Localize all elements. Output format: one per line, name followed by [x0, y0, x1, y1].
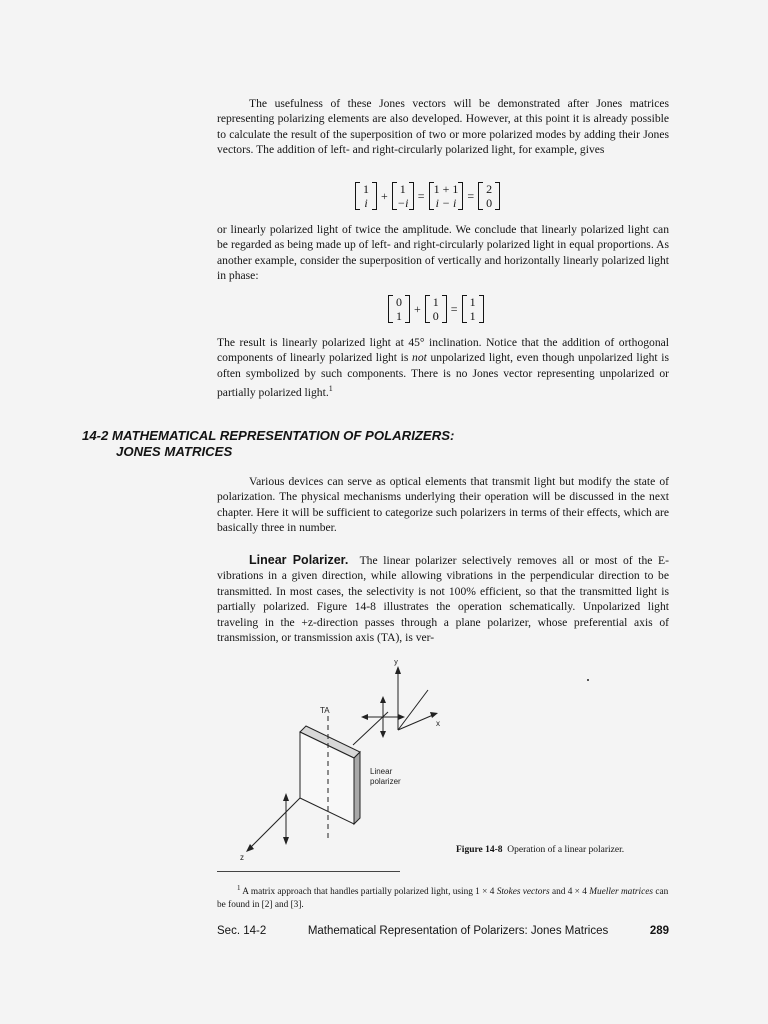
polarizer-label-line-2: polarizer — [370, 777, 401, 786]
matrix-sum — [429, 182, 464, 210]
equation-linear-sum — [388, 295, 484, 323]
arrowhead — [380, 731, 386, 738]
y-axis-arrowhead — [395, 666, 401, 674]
text-run: can be found in [2] and [3]. — [217, 887, 669, 911]
paragraph-linear-polarizer — [217, 553, 669, 645]
section-heading-line-1: 14-2 MATHEMATICAL REPRESENTATION OF POLARIZERS: — [82, 428, 455, 443]
matrix-entry: 0 — [396, 295, 402, 309]
paragraph-result-45-degrees — [217, 335, 669, 400]
matrix-vertical — [388, 295, 410, 323]
footnote — [217, 882, 669, 912]
section-heading-line-2: JONES MATRICES — [116, 444, 233, 459]
matrix-entry: −i — [397, 196, 409, 210]
equals-sign: = — [450, 301, 458, 316]
matrix-entry: 1 — [469, 295, 476, 309]
matrix-entry: 0 — [486, 196, 493, 210]
plus-sign: + — [381, 188, 388, 203]
x-axis-label: x — [436, 719, 440, 728]
ta-label: TA — [320, 706, 330, 715]
caption-number: Figure 14-8 — [456, 845, 503, 855]
emphasis-text: Stokes vectors — [496, 887, 550, 898]
matrix-entry: 0 — [432, 309, 439, 323]
footnote-marker: 1 — [328, 384, 333, 394]
matrix-entry: 1 + 1 — [433, 182, 459, 196]
figure-caption — [456, 845, 624, 855]
equation-circular-sum — [355, 182, 500, 210]
matrix-entry: i − i — [435, 196, 457, 210]
arrowhead — [398, 714, 405, 720]
arrowhead — [283, 793, 289, 801]
text-run: unpolarized light, even though unpolarized light is often symbolized by such components. There is no Jones vector representing unpolarized or partially polarized light. — [217, 351, 669, 400]
footer-section: Sec. 14-2 — [217, 925, 267, 937]
footnote-rule — [217, 871, 400, 872]
arrowhead — [283, 837, 289, 845]
matrix-right-circular — [392, 182, 414, 210]
matrix-entry: 1 — [469, 309, 476, 323]
matrix-result — [462, 295, 484, 323]
matrix-horizontal — [425, 295, 447, 323]
paragraph-linear-as-circular: or linearly polarized light of twice the amplitude. We conclude that linearly polarized light can be regarded as being made up of left- and right-circularly polarized light in equal proportions. As another example, consider the superposition of vertically and horizontally linearly polarized light in phase: — [217, 223, 669, 283]
section-heading — [82, 428, 454, 460]
matrix-entry: 1 — [399, 182, 406, 196]
matrix-left-circular — [355, 182, 377, 210]
footer-title: Mathematical Representation of Polarizers: Jones Matrices — [307, 925, 609, 937]
text-run: and 4 × 4 — [549, 887, 590, 898]
emphasis-text: Mueller matrices — [589, 887, 653, 898]
matrix-entry: 1 — [432, 295, 439, 309]
footnote-marker: 1 — [237, 884, 241, 892]
caption-text: Operation of a linear polarizer. — [507, 845, 625, 855]
paragraph-jones-vectors-usefulness: The usefulness of these Jones vectors will be demonstrated after Jones matrices representing polarizing elements are also developed. However, at this point it is already possible to calculate the result of the superposition of two or more polarized modes by adding their Jones vectors. The addition of left- and right-circularly polarized light, for example, gives — [217, 97, 669, 157]
text-run: The linear polarizer selectively removes all or most of the E-vibrations in a given direction, while allowing vibrations in the perpendicular direction to be transmitted. In most cases, the selectivity is not 100% efficient, so that the transmitted light is partially polarized. Figure 14-8 illustrates the operation schematically. Unpolarized light traveling in the +z-direction passes through a plane polarizer, whose preferential axis of transmission, or transmission axis (TA), is ver- — [217, 554, 669, 645]
polarizer-label-line-1: Linear — [370, 767, 393, 776]
page-footer — [217, 925, 669, 937]
polarizer-side-edge — [354, 752, 360, 824]
equals-sign: = — [417, 188, 425, 203]
z-axis-label: z — [240, 853, 244, 862]
speck — [587, 679, 589, 681]
matrix-entry: 2 — [486, 182, 493, 196]
matrix-entry: i — [364, 196, 368, 210]
equals-sign: = — [467, 188, 475, 203]
x-axis-arrowhead — [430, 712, 438, 718]
text-run: The result is linearly polarized light at 45° inclination. Notice that the addition of orthogonal components of linearly polarized light is — [217, 336, 669, 365]
arrowhead — [361, 714, 368, 720]
page-number: 289 — [649, 925, 669, 937]
matrix-result — [478, 182, 500, 210]
run-in-heading: Linear Polarizer. — [249, 553, 349, 567]
emphasis-text: not — [412, 351, 427, 365]
matrix-entry: 1 — [363, 182, 369, 196]
text-run: A matrix approach that handles partially polarized light, using 1 × 4 — [240, 887, 497, 898]
plus-sign: + — [414, 301, 421, 316]
paragraph-polarizer-devices: Various devices can serve as optical elements that transmit light but modify the state of polarization. The physical mechanisms underlying their operation will be discussed in the next chapter. Here it will be sufficient to categorize such polarizers in terms of their effects, which are basically three in number. — [217, 475, 669, 535]
arrowhead — [380, 696, 386, 703]
matrix-entry: 1 — [396, 309, 402, 323]
figure-linear-polarizer-diagram — [228, 660, 458, 870]
y-axis-label: y — [394, 660, 398, 666]
